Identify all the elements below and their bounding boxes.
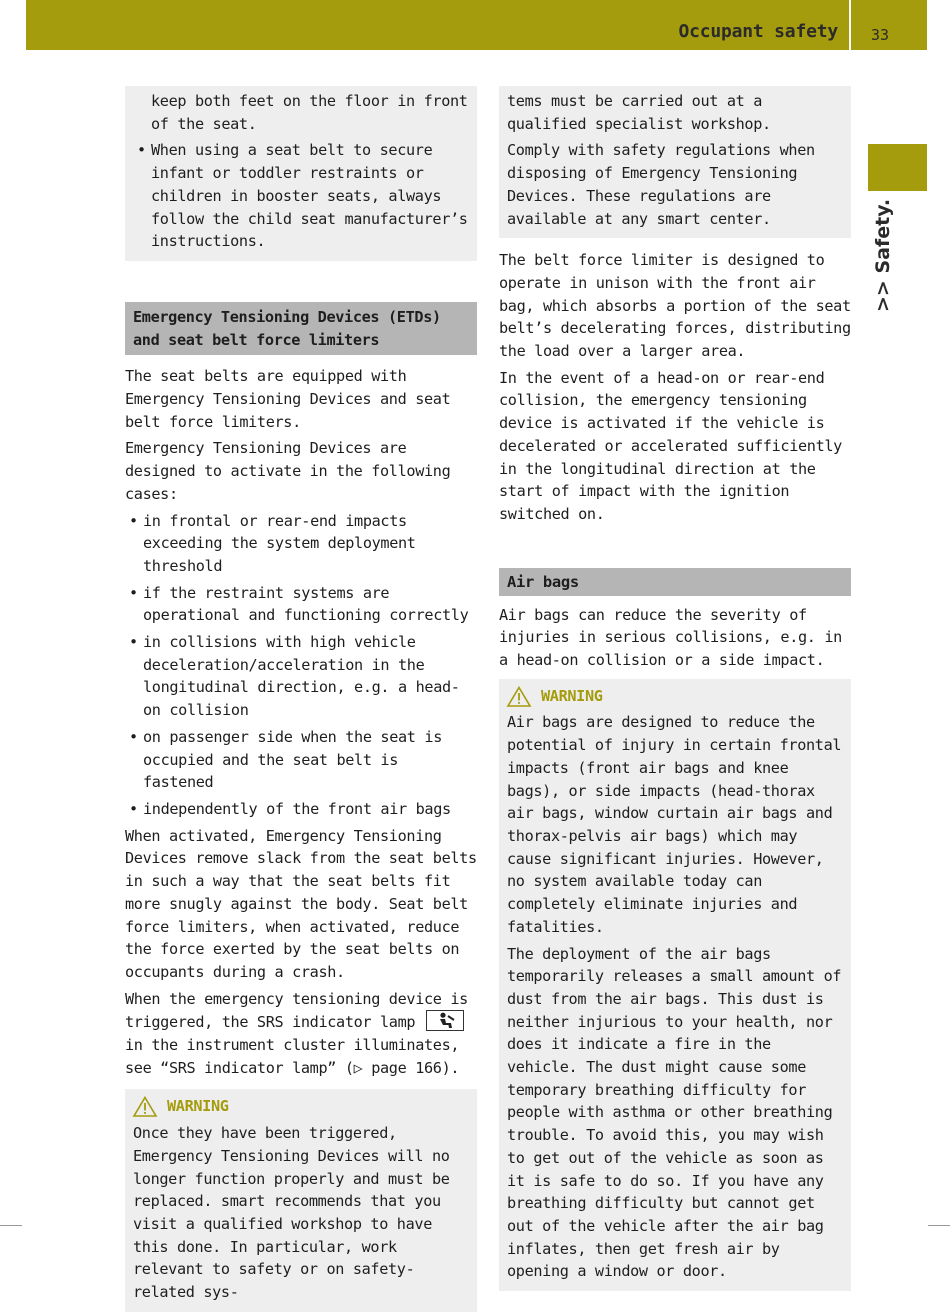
paragraph-srs [125, 988, 477, 1080]
warning-box-airbags [499, 679, 851, 1291]
section-label [868, 200, 892, 320]
list-item [125, 726, 477, 794]
list-item-text: if the restraint systems are operational and functioning correctly [143, 583, 469, 625]
warning-text: Air bags are designed to reduce the potential of injury in certain frontal impacts (front air bags and knee bags), or side impacts (head-thorax air bags, window curtain air bags and thorax-pelvis air bags) which may cause significant injuries. However, no system available today can completely eliminate injuries and fatalities. [507, 713, 842, 936]
disposal-box [499, 86, 851, 238]
list-item-text: on passenger side when the seat is occupied and the seat belt is fastened [143, 727, 442, 792]
paragraph: The seat belts are equipped with Emergency Tensioning Devices and seat belt force limiters. [125, 367, 451, 431]
crop-mark-left [0, 1225, 22, 1229]
bullet-icon: • [129, 799, 138, 818]
warning-icon [507, 686, 531, 707]
page-title: Occupant safety [678, 21, 838, 42]
srs-text-after: in the instrument cluster illuminates, see “SRS indicator lamp” (▷ page 166). [125, 1036, 460, 1077]
list-item [125, 510, 477, 578]
bullet-icon: • [129, 727, 138, 746]
paragraph: tems must be carried out at a qualified specialist workshop. [507, 92, 771, 133]
header-divider [849, 0, 851, 50]
bullet-icon: • [129, 583, 138, 602]
srs-text-before: When the emergency tensioning device is triggered, the SRS indicator lamp [125, 989, 468, 1032]
bullet-icon: • [129, 511, 138, 530]
list-item [133, 139, 469, 253]
bullet-icon: • [137, 141, 146, 160]
list-item [125, 582, 477, 627]
paragraph: Comply with safety regulations when disposing of Emergency Tensioning Devices. These regulations are available at any smart center. [507, 141, 815, 228]
crop-mark-right [928, 1225, 950, 1229]
bullet-icon: • [129, 633, 138, 652]
paragraph: Air bags can reduce the severity of injuries in serious collisions, e.g. in a head-on collision or a side impact. [499, 605, 842, 670]
paragraph: Emergency Tensioning Devices are designed to activate in the following cases: [125, 439, 451, 503]
list-item [125, 798, 477, 821]
page-number: 33 [871, 26, 890, 44]
paragraph: When activated, Emergency Tensioning Devices remove slack from the seat belts in such a way that the seat belts fit more snugly against the body. Seat belt force limiters, when activated, reduce the force exerted by the seat belts on occupants during a crash. [125, 826, 477, 981]
section-label-text: >> Safety. [872, 198, 894, 312]
warning-text: The deployment of the air bags temporarily releases a small amount of dust from the air bags. This dust is neither injurious to your health, nor does it indicate a fire in the vehicle. The dust might cause some temporary breathing difficulty for people with asthma or other breathing trouble. To avoid this, you may wish to get out of the vehicle as soon as it is safe to do so. If you have any breathing difficulty but cannot get out of the vehicle after the air bag inflates, then get fresh air by opening a window or door. [507, 944, 842, 1281]
left-column [125, 86, 477, 1312]
warning-title-text: WARNING [167, 1097, 229, 1116]
warning-icon [133, 1096, 157, 1117]
paragraph: In the event of a head-on or rear-end collision, the emergency tensioning device is activated if the vehicle is decelerated or accelerated sufficiently in the longitudinal direction at the start of impact with the ignition switched on. [499, 368, 842, 523]
paragraph: The belt force limiter is designed to operate in unison with the front air bag, which absorbs a portion of the seat belt’s decelerating forces, distributing the load over a larger area. [499, 251, 851, 361]
list-item [125, 631, 477, 722]
warning-title [507, 685, 843, 708]
section-tab [868, 144, 927, 191]
section-heading-airbags: Air bags [499, 568, 851, 596]
srs-indicator-icon [426, 1010, 464, 1031]
warning-title-text: WARNING [541, 686, 603, 705]
section-heading-etd: Emergency Tensioning Devices (ETDs) and seat belt force limiters [125, 302, 477, 355]
list-item-text: When using a seat belt to secure infant or toddler restraints or children in booster seats, always follow the child seat manufacturer’s instructions. [151, 141, 468, 251]
child-seat-box [125, 86, 477, 261]
warning-title [133, 1095, 469, 1118]
warning-box-etd [125, 1089, 477, 1311]
continued-bullet-text: keep both feet on the floor in front of the seat. [151, 92, 468, 133]
right-column [499, 86, 851, 1291]
warning-text: Once they have been triggered, Emergency Tensioning Devices will no longer function properly and must be replaced. smart recommends that you visit a qualified workshop to have this done. In particular, work relevant to safety or on safety-related sys- [133, 1124, 450, 1302]
list-item-text: independently of the front air bags [143, 799, 451, 818]
list-item-text: in frontal or rear-end impacts exceeding the system deployment threshold [143, 511, 416, 575]
list-item-text: in collisions with high vehicle deceleration/acceleration in the longitudinal direction, e.g. a head-on collision [143, 633, 460, 720]
